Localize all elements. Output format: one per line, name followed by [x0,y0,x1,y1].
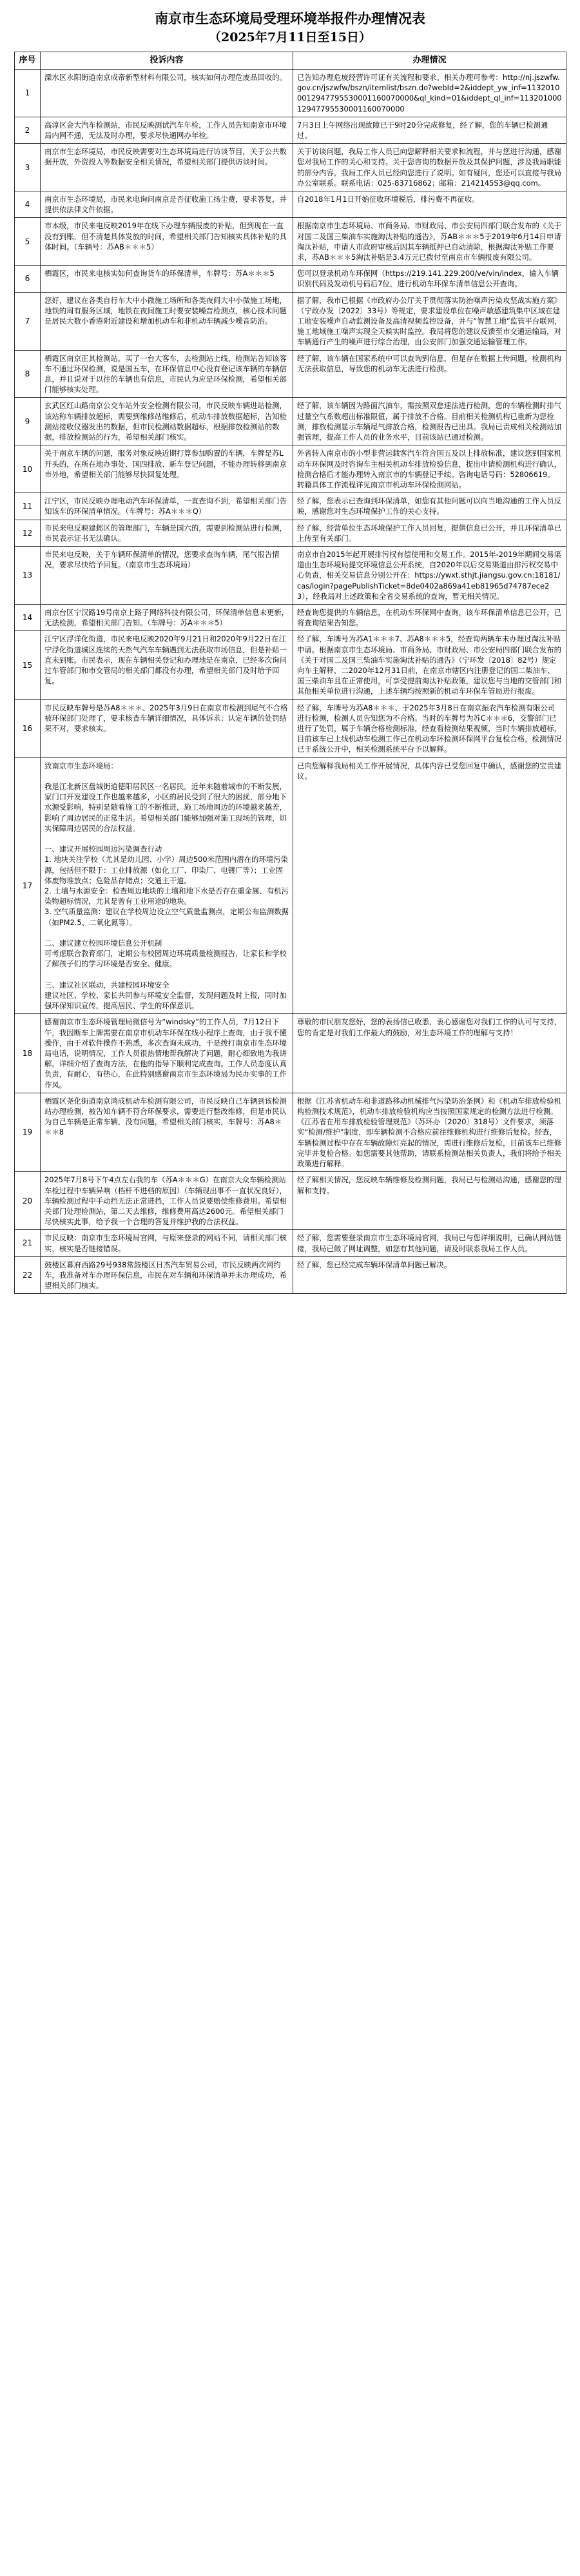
complaint-content-cell: 感谢南京市生态环境管理局微信号为“windsky”的工作人员，7月12日下午，我因断车上牌需要在南京市机动车环保在线小程序上查询，由于我不懂操作，由于对软件操作不熟悉，多次查询未成功，于是拨打南京市生态环境局电话，说明情况，工作人员很热情地帮我解决了问题，耐心细致地为我讲解，详细介绍了查询方法，在他的指导下顺利完成查询。工作人员态度认真负责，有耐心，有热心，在此特别感谢南京市生态环境局为民办实事的工作作风。 [41,1014,293,1093]
handling-result-cell: 据了解，我市已根据《市政府办公厅关于贯彻落实防治噪声污染攻坚战实施方案》（宁政办发〔2022〕33号）等规定，要求建设单位在噪声敏感建筑集中区域在建工地安装噪声自动监测设备及高清视频监控设备，并与“智慧工地”监管平台联网，施工地域施工噪声实现全天候实时监控。我局将您的建议反馈至市交通运输局，对车辆通行产生的噪声进行综合治理，由公安部门加强交通运输管理工作。 [293,292,566,350]
complaint-content-cell: 您好，建议在各类自行车大中小微施工场所和各类夜间大中小微施工场地，地铁的周有服务区域，地铁在夜间施工时要安装噪音检测点，核心技术问题是居民大数小香港附近建设和增加机动车和非机动车辆减少噪音防治。 [41,292,293,350]
handling-result-cell: 自2018年1月1日开始征收环境税后，排污费不再征收。 [293,191,566,218]
handling-result-cell: 外省转入南京市的小型非营运载客汽车符合国五及以上排放标准，建议您到国家机动车环保网及时咨询车主相关机动车排放检验信息，提出申请检测机构进行确认，检测合格后才能办理转入南京市的车辆登记手续。咨询电话号码：52806619。转籍具体工作流程详见南京市机动车环保检测网站。 [293,445,566,493]
handling-result-cell: 已向您解释我局相关工作开展情况，具体内容已受您回复中确认，感谢您的宝贵建议。 [293,757,566,1014]
table-row [15,520,566,546]
handling-result-cell: 南京市自2015年起开展排污权有偿使用和交易工作。2015年-2019年期间交易渠道由生态环境局提交环境信息公开系统，自2020年以后交易渠道由排污权交易中心负责，相关交易信息分别公开在：https://ywxt.sthjt.jiangsu.gov.cn:18181/cas/login?pagePublishTicket=8de0402a869a41eb81965d74787ece23），经我局对上述政策和全省交易系统的查询，暂无相关情况。 [293,546,566,604]
table-row [15,1256,566,1294]
row-number-cell: 11 [15,493,41,520]
complaint-content-cell: 南京台区宁汉路19号南京上路子网络科技有限公司，环保清单信息未更新，无法检测，希望相关部门告知。（车牌号：苏A＊＊＊5） [41,604,293,630]
handling-result-cell: 经了解，经营单位生态环境保护工作人员回复，提供信息已公开，并且环保清单已上传至有关部门。 [293,520,566,546]
complaint-content-cell: 江宁区浮洋化街道，市民来电反映2020年9月21日和2020年9月22日在江宁浮化街道城区连续的天然气汽车车辆遇到无法获取市场信息，但是补贴一直未到账。市民表示，现在车辆相关登记和办理地是在南京，已经多次询问过车管部门和市交管局的相关部门都没有办理，希望相关部门及时给予回复。 [41,631,293,699]
table-row [15,398,566,445]
table-header-row [15,52,566,70]
row-number-cell: 7 [15,292,41,350]
row-number-cell: 4 [15,191,41,218]
column-header-no: 序号 [15,52,41,70]
row-number-cell: 17 [15,757,41,1014]
complaint-content-cell: 2025年7月8号下午4点左右我的车（苏A＊＊＊G）在南京大众车辆检测站车检过程中车辆异响（档杆不进档的原因）（车辆现出事不一直状况良好），车辆检测过程中手动挡无法正常进挡，工作人员说要赔偿维修费用。希望相关部门处理检测站，第二天去维修，维修费用高达2600元。希望相关部门尽快核实此事，给予我一个合理的答复并维护我的合法权益。 [41,1172,293,1230]
table-row [15,1093,566,1171]
table-row [15,191,566,218]
row-number-cell: 1 [15,70,41,117]
row-number-cell: 5 [15,218,41,266]
table-row [15,1014,566,1093]
row-number-cell: 3 [15,144,41,191]
complaint-content-cell: 栖霞区，市民来电核实如何查询货车的环保清单，车牌号：苏A＊＊＊5 [41,266,293,292]
complaint-content-cell: 关于南京车辆的问题，服务对象反映近期打算参加购置的车辆，车牌是苏L开头的，在所在地办事处、国四排放、新车登记问题，不能办理转移到南京市外地，希望相关部门能够尽快回复处理。 [41,445,293,493]
row-number-cell: 18 [15,1014,41,1093]
handling-result-cell: 已告知办理危废经营许可证有关流程和要求。相关办理可参考：http://nj.jszwfw.gov.cn/jszwfw/bszn/itemlist/bszn.do?webId=2&iddept_yw_inf=11320100012947795530001160070000&ql_kind=01&iddept_ql_inf=11320100012947795530001160070000 [293,70,566,117]
row-number-cell: 9 [15,398,41,445]
table-row [15,445,566,493]
table-row [15,117,566,143]
row-number-cell: 16 [15,699,41,757]
column-header-result: 办理情况 [293,52,566,70]
table-row [15,604,566,630]
complaint-content-cell: 市民反映：南京市生态环境局官网，与原来登录的网站不同，请相关部门核实，核实是否链接错误。 [41,1230,293,1256]
column-header-content: 投诉内容 [41,52,293,70]
handling-result-cell: 经查询您提供的车辆信息，在机动车环保网中查询，该车环保清单信息已公开，已将查询结果告知您。 [293,604,566,630]
row-number-cell: 15 [15,631,41,699]
handling-result-cell: 经了解，该车辆因为路面汽油车，需按照双怠速法进行检测，您的车辆检测时排气过量空气系数超出标准限值，属于排放不合格。目前相关检测机构已重新为您检测，排放检测显示车辆尾气排放合格，检测报告已出具。我局已责成相关检测站加强管理，提高工作人员的业务水平，目前该站已通过检测。 [293,398,566,445]
table-row [15,350,566,398]
row-number-cell: 8 [15,350,41,398]
handling-result-cell: 经了解，该车辆在国家系统中可以查询到信息，但是存在数据上传问题，检测机构无法获取信息，导致您的机动车无法进行检测。 [293,350,566,398]
complaint-content-cell: 致南京市生态环境局： 我是江北新区盘城街道德阳居民区一名居民。近年来随着城市的不断发展，家门口开发建设工作也越来越多，小区的居民受到了很大的困扰，部分地下水源受影响，特别是随着施工的不断推进，施工场地周边的环境越来越差，影响了周边居民的正常生活。希望相关部门能够加强对施工现场的管理，切实保障周边居民的合法权益。 一、建议开展校园周边污染调查行动 1. 地块关注学校（尤其是幼儿园、小学）周边500米范围内潜在的环境污染源，包括但不限于：工业排放源（如化工厂、印染厂、电镀厂等）；工业固体废物堆放点；危险品存储点；交通主干道。 2. 土壤与水源安全：检查周边地块的土壤和地下水是否存在重金属、有机污染物超标情况，尤其是曾有工业用途的地块。 3. 空气质量监测：建议在学校周边设立空气质量监测点，定期公布监测数据（如PM2.5、二氧化氮等）。 二、建议建立校园环境信息公开机制 可考虑联合教育部门，定期公布校园周边环境质量检测报告，让家长和学校了解孩子们的学习环境是否安全、健康。 三、建议社区联动，共建校园环境安全 建议社区、学校、家长共同参与环境安全监督，发现问题及时上报，同时加强环保知识宣传，提高居民、学生的环保意识。 [41,757,293,1014]
row-number-cell: 10 [15,445,41,493]
complaints-table [14,52,566,1294]
table-row [15,699,566,757]
table-row [15,70,566,117]
complaint-content-cell: 南京市生态环境局，市民来电询问南京是否征收施工扬尘费，要求答复，并提供依法律文件依据。 [41,191,293,218]
table-row [15,493,566,520]
table-body [15,70,566,1294]
handling-result-cell: 尊敬的市民朋友您好，您的表扬信已收悉，衷心感谢您对我们工作的认可与支持，您的肯定是对我们工作最大的鼓励，对生态环境工作的理解与支持！ [293,1014,566,1093]
handling-result-cell: 经了解，您已经完成车辆环保清单问题已解决。 [293,1256,566,1294]
complaint-content-cell: 市民来电反映建邺区的管理部门，车辆是国六的，需要到检测站进行检测，市民表示证书无法确认。 [41,520,293,546]
handling-result-cell: 经了解，您需要登录南京市生态环境局官网，我局已与您详细说明，已确认网站链接，我局已做了网址调整，如您有其他问题，请及时联系我局工作人员。 [293,1230,566,1256]
complaint-content-cell: 市本级，市民来电反映2019年在线下办理车辆报废的补贴，但到现在一直没有到账，但不清楚具体发放的时间，希望相关部门告知核实具体补贴的具体时间。（车辆号：苏AB＊＊＊5） [41,218,293,266]
row-number-cell: 12 [15,520,41,546]
table-row [15,757,566,1014]
complaint-content-cell: 玄武区红山路南京公交车站外安全检测有限公司，市民反映车辆进站检测，该站称车辆排放超标，需要到维修站维修后，机动车排放数据超标，告知检测站接收仪器发出的数据，但市民检测站数据超标，根据排放检测站的数据，排放检测站的行为，希望相关部门核实。 [41,398,293,445]
complaint-content-cell: 栖霞区尧化街道南京鸿成机动车检测有限公司，市民反映自己车辆到该检测站办理检测，被告知车辆不符合环保要求，需要进行整改维修，但是市民认为自己车辆是正常车辆，没有问题，希望相关部门核实，车牌号：苏A8＊＊＊8 [41,1093,293,1171]
complaint-content-cell: 高淳区金大汽车检测站，市民反映测试汽车年检，工作人员告知南京市环境局内网不通，无法及时办理，要求尽快通网办年检。 [41,117,293,143]
row-number-cell: 6 [15,266,41,292]
row-number-cell: 2 [15,117,41,143]
row-number-cell: 21 [15,1230,41,1256]
complaint-content-cell: 市民反映车牌号是苏A8＊＊＊、2025年3月9日在南京市检测到尾气不合格被环保部门处理了，要求核查车辆详细情况，具体诉求：认定车辆的处罚结果不对，要求核实。 [41,699,293,757]
handling-result-cell: 经了解，车牌号为苏A8＊＊＊、于2025年3月8日在南京振农汽车检测有限公司进行检测，检测人员告知您为不合格。当时的车牌号为苏C＊＊＊6，交警部门已进行了处罚，属于车辆合格检测标准，经查看检测结果视频，当时车辆排放超标，目前该车已上线机动车检测工作已在机动车环检测环保网平台复检合格，检测情况已于系统公开中，相关检测系统平台予以解释。 [293,699,566,757]
table-row [15,266,566,292]
row-number-cell: 19 [15,1093,41,1171]
handling-result-cell: 经了解相关情况，您反映车辆维修及检测问题，我局已与检测站沟通，感谢您的理解和支持。 [293,1172,566,1230]
complaint-content-cell: 南京市生态环境局，市民反映需要对生态环境局进行访谈节目，关于公共数据开放，外资投入等数据安全相关情况，希望相关部门提供访谈时间。 [41,144,293,191]
page-title: 南京市生态环境局受理环境举报件办理情况表 [155,10,425,26]
complaint-content-cell: 江宁区，市民反映办理电动汽车环保清单，一直查询不到，希望相关部门告知该车的环保清单情况。（车牌号：苏A＊＊＊Q） [41,493,293,520]
table-row [15,546,566,604]
handling-result-cell: 经了解，您表示已查询到环保清单，如您有其他问题可以向当地沟通的工作人员反映，感谢您对生态环境保护工作的关心支持。 [293,493,566,520]
row-number-cell: 13 [15,546,41,604]
row-number-cell: 22 [15,1256,41,1294]
table-row [15,218,566,266]
handling-result-cell: 您可以登录机动车环保网（https://219.141.229.200/ve/vin/index，输入车辆识别代码及发动机号码后7位，进行机动车环保车清单信息公开查询。 [293,266,566,292]
handling-result-cell: 经了解，车牌号为苏A1＊＊＊7、苏A8＊＊＊5，经查询两辆车未办理过淘汰补贴申请。根据南京市生态环境局、市商务局、市财政局、市公安局四部门联合发布的《关于对国二及国三柴油车实施淘汰补贴的通告》（宁环发〔2018〕82号）规定向车主解释，二2020年12月31日前，在南京市辖区内注册登记的国二柴油车、国三柴油车且在正常使用，可享受提前淘汰补贴政策，建议您与当地的交管部门和其他相关单位进行沟通，上述车辆均按照新的机动车环保车管局进行报废。 [293,631,566,699]
table-row [15,1172,566,1230]
table-row [15,144,566,191]
table-row [15,292,566,350]
complaint-content-cell: 市民来电反映，关于车辆环保清单的情况，您要求查询车辆，尾气报告情况，要求尽快给予回复。（南京市生态环境局） [41,546,293,604]
handling-result-cell: 根据南京市生态环境局、市商务局、市财政局、市公安局四部门联合发布的《关于对国二及国三柴油车实施淘汰补贴的通告》，苏AB＊＊＊5于2019年6月14日申请淘汰补贴，申请人市政府审核后因其车辆抵押已自动清除，根据淘汰补贴工作要求，苏AB＊＊＊5淘汰补贴是3.4万元已拨付至南京市车辆报废有限公司。 [293,218,566,266]
table-row [15,1230,566,1256]
complaint-content-cell: 鼓楼区幕府西路29号938常鼓楼区日杰汽车贸易公司，市民反映两次网约车，我准备对车办理环保信息，市民在对车辆和环保清单并未办理成功，希望相关部门核实。 [41,1256,293,1294]
complaint-content-cell: 溧水区永阳街道南京成帝新型材料有限公司，核实如何办理危废品回收的。 [41,70,293,117]
row-number-cell: 20 [15,1172,41,1230]
row-number-cell: 14 [15,604,41,630]
handling-result-cell: 根据《江苏省机动车和非道路移动机械排气污染防治条例》和《机动车排放检验机构检测技术规范》，机动车排放检验机构应当按照国家规定的检测方法进行检测。《江苏省在用车排放检验管理规范》（苏环办〔2020〕318号）文件要求，须落实“检测/维护”制度，即车辆检测不合格应前往维修机构进行维修后复检。经查，车辆检测过程中存在车辆故障灯亮起的情况，需进行维修后复检，目前该车已维修完毕并复检合格。如您需要其他帮助，请联系检测站相关负责人，我们将给予相关政策进行解释。 [293,1093,566,1171]
handling-result-cell: 7月3日上午网络出现故障已于9时20分完成修复，经了解，您的车辆已检测通过。 [293,117,566,143]
handling-result-cell: 关于访谈问题，我局工作人员已向您解释相关要求和流程，并与您进行沟通，感谢您对我局工作的关心和支持。关于您咨询的数据开放及其保护问题，涉及我局职能的部分内容，我局工作人员已经向您进行了说明。如有疑问，您还可以直接与我局办公室联系。联系电话：025-83716862；邮箱：2142145S3@qq.com。 [293,144,566,191]
complaint-content-cell: 栖霞区南京正其检测站，买了一台大客车，去检测站上线，检测站告知该客车不通过环保检测，说是国五车，在环保信息中心没有登记该车辆的车辆信息，并且说对于以往的车辆也有信息，市民认为应是环保检测，希望相关部门能够核实处理。 [41,350,293,398]
table-row [15,631,566,699]
page-subtitle: （2025年7月11日至15日） [209,30,371,44]
